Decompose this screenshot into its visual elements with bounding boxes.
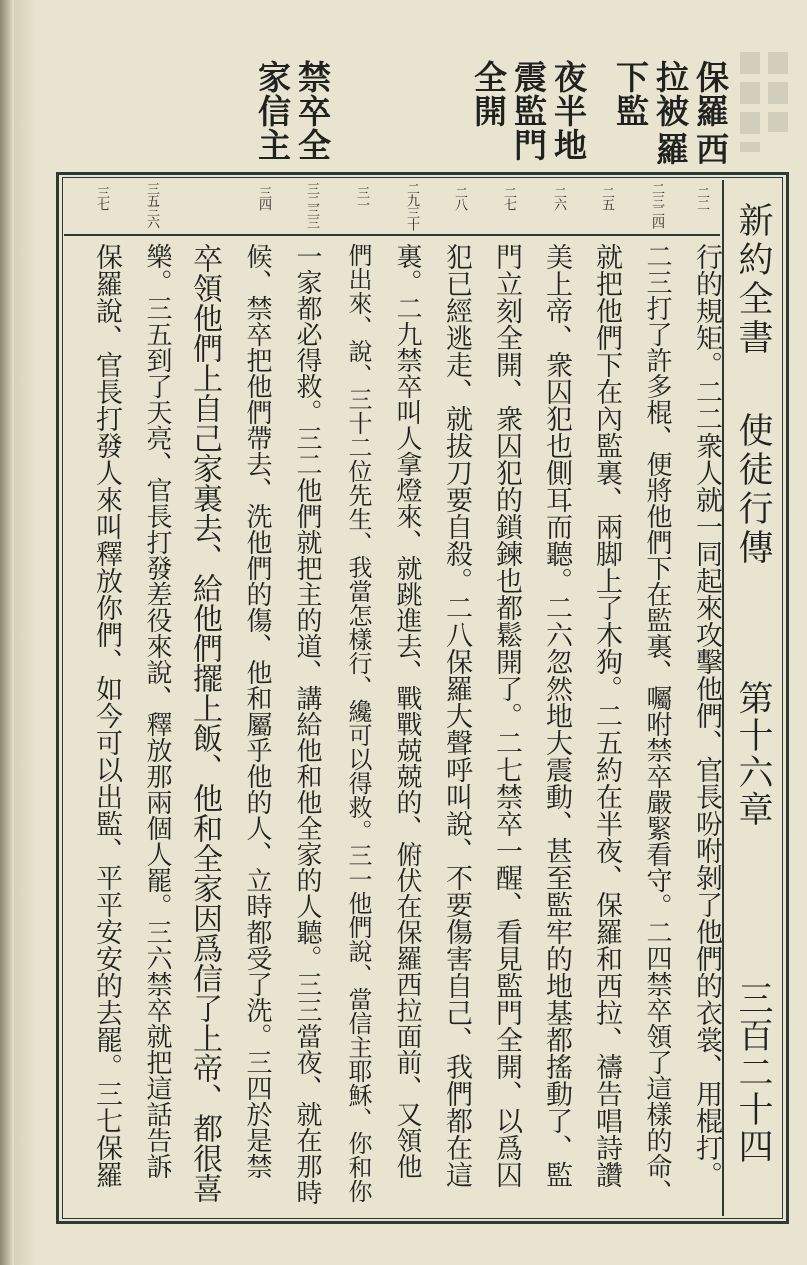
header-note-line: 禁卒全 — [293, 60, 332, 162]
text-column: 就把他們下在內監裏、兩脚上了木狗。二五約在半夜、保羅和西拉、禱告唱詩讚 — [591, 243, 622, 1188]
header-note-line: 拉被 — [651, 60, 690, 128]
book-gutter — [0, 0, 14, 1265]
header-note-line: 下監 — [611, 60, 650, 128]
verse-ref: 二七 — [501, 186, 516, 210]
book-title: 新約全書 — [733, 202, 773, 358]
text-column: 一家都必得救。三二他們就把主的道、講給他和他全家的人聽。三三當夜、就在那時 — [292, 243, 322, 1205]
verse-ref: 三七 — [94, 186, 109, 210]
text-column: 樂。三五到了天亮、官長打發差役來說、釋放那兩個人罷。三六禁卒就把這話告訴 — [142, 243, 172, 1179]
verse-ref: 二五 — [599, 186, 614, 210]
text-column: 們出來、說、三十二位先生、我當怎樣行、纔可以得救。三一他們說、當信主耶穌、你和你 — [344, 243, 372, 1203]
header-note-1 — [612, 60, 728, 128]
verse-ref: 二八 — [452, 186, 467, 210]
text-column: 卒領他們上自己家裏去、給他們擺上飯、他和全家因爲信了上帝、都很喜 — [187, 243, 222, 1203]
header-note-line: 夜半地 — [549, 60, 588, 162]
header-note-3 — [254, 60, 330, 162]
header-note-line: 保羅 — [691, 60, 730, 128]
verse-reference-row — [64, 180, 720, 236]
verse-ref: 二六 — [551, 186, 566, 210]
text-column: 二三打了許多棍、便將他們下在監裏、囑咐禁卒嚴緊看守。二四禁卒領了這樣的命、 — [642, 243, 672, 1205]
header-note-line: 西 — [691, 132, 730, 166]
header-note-line: 家信主 — [253, 60, 292, 162]
running-header — [722, 180, 782, 1216]
bleed-through-text — [740, 52, 800, 162]
text-column: 保羅說、官長打發人來叫釋放你們、如今可以出監、平平安安的去罷。三七保羅 — [91, 243, 122, 1188]
verse-ref: 二三 — [649, 182, 664, 206]
verse-ref: 二九 — [404, 182, 419, 206]
header-note-line: 全開 — [469, 60, 508, 128]
verse-ref: 三六 — [144, 204, 159, 228]
verse-ref: 二四 — [649, 204, 664, 228]
verse-ref: 三十 — [404, 206, 419, 230]
verse-ref: 三五 — [144, 182, 159, 206]
header-note-line: 羅 — [651, 132, 690, 166]
header-note-1-tail — [612, 132, 728, 166]
book-gutter-shadow — [14, 0, 36, 1265]
text-column: 美上帝、衆囚犯也側耳而聽。二六忽然地大震動、甚至監牢的地基都搖動了、監 — [541, 243, 572, 1188]
verse-ref: 三三 — [304, 204, 319, 228]
text-column: 行的規矩。二二衆人就一同起來攻擊他們、官長吩咐剝了他們的衣裳、用棍打。 — [691, 243, 722, 1188]
text-column: 裏。二九禁卒叫人拿燈來、就跳進去、戰戰兢兢的、俯伏在保羅西拉面前、又領他 — [392, 243, 422, 1179]
page-number: 三百二十四 — [733, 980, 773, 1165]
text-column: 門立刻全開、衆囚犯的鎖鍊也都鬆開了。二七禁卒一醒、看見監門全開、以爲囚 — [491, 243, 522, 1188]
header-note-line: 震監門 — [509, 60, 548, 162]
verse-ref: 三四 — [256, 186, 271, 210]
text-column: 犯已經逃走、就拔刀要自殺。二八保羅大聲呼叫說、不要傷害自己、我們都在這 — [441, 243, 472, 1188]
section-title: 使徒行傳 — [733, 412, 773, 568]
header-note-2 — [470, 60, 586, 162]
verse-ref: 三一 — [354, 186, 369, 210]
main-text — [70, 243, 720, 1211]
verse-ref: 三二 — [304, 182, 319, 206]
chapter-label: 第十六章 — [733, 680, 773, 828]
verse-ref: 二二 — [694, 186, 709, 210]
text-column: 候、禁卒把他們帶去、洗他們的傷、他和屬乎他的人、立時都受了洗。三四於是禁 — [242, 243, 272, 1179]
